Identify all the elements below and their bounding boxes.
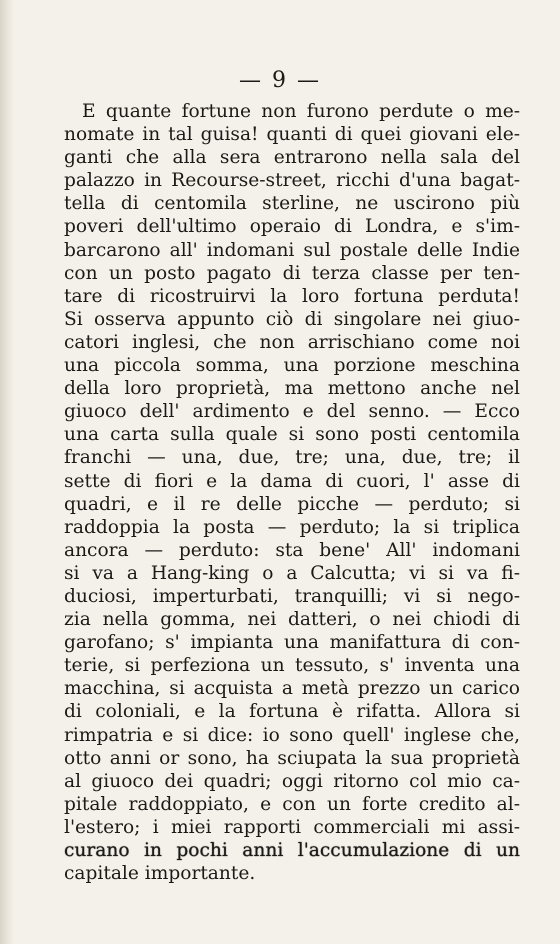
text-line: con un posto pagato di terza classe per ten- [64,262,520,284]
page-number: — 9 — [239,68,321,93]
text-line: quadri, e il re delle picche — perduto; si [64,493,520,515]
text-line: zia nella gomma, nei datteri, o nei chiodi di [64,609,520,631]
text-line: di coloniali, e la fortuna è rifatta. Allora si [64,701,520,723]
text-line: ganti che alla sera entrarono nella sala del [64,147,520,169]
text-line: l'estero; i miei rapporti commerciali mi assi- [64,816,520,838]
text-line: terie, si perfeziona un tessuto, s' inventa una [64,655,520,677]
body-text [64,100,520,885]
text-line: garofano; s' impianta una manifattura di con- [64,632,520,654]
text-line: macchina, si acquista a metà prezzo un carico [64,678,520,700]
text-line: barcarono all' indomani sul postale delle Indie [64,239,520,261]
text-line: raddoppia la posta — perduto; la si triplica [64,516,520,538]
text-line: E quante fortune non furono perdute o me- [82,101,520,122]
text-line: otto anni or sono, ha sciupata la sua proprietà [64,747,520,769]
text-line: della loro proprietà, ma mettono anche nel [64,378,520,400]
text-line: palazzo in Recourse-street, ricchi d'una bagat- [64,170,520,192]
text-line: tella di centomila sterline, ne uscirono più [64,193,520,215]
text-line: curano in pochi anni l'accumulazione di un [64,840,520,861]
text-line: rimpatria e si dice: io sono quell' inglese che, [64,724,520,746]
text-line: duciosi, imperturbati, tranquilli; vi si nego- [64,585,520,607]
text-line: poveri dell'ultimo operaio di Londra, e s'im- [64,216,520,238]
text-line: Si osserva appunto ciò di singolare nei giuo- [64,308,520,330]
page-edge [0,0,14,944]
text-line: pitale raddoppiato, e con un forte credito al- [64,793,520,815]
text-line: ancora — perduto: sta bene' All' indomani [64,539,520,561]
text-line: giuoco dell' ardimento e del senno. — Ecco [64,401,520,423]
text-line: capitale importante. [64,863,256,885]
text-line: una carta sulla quale si sono posti centomila [64,424,520,446]
text-line: sette di fiori e la dama di cuori, l' asse di [64,470,520,492]
text-line: catori inglesi, che non arrischiano come noi [64,331,520,353]
text-line: si va a Hang-king o a Calcutta; vi si va fi- [64,562,520,584]
text-line: franchi — una, due, tre; una, due, tre; il [64,447,520,469]
text-line: al giuoco dei quadri; oggi ritorno col mio ca- [64,770,520,792]
text-line: tare di ricostruirvi la loro fortuna perduta! [64,285,520,307]
text-line: nomate in tal guisa! quanti di quei giovani ele- [64,124,520,146]
text-line: una piccola somma, una porzione meschina [64,355,520,377]
